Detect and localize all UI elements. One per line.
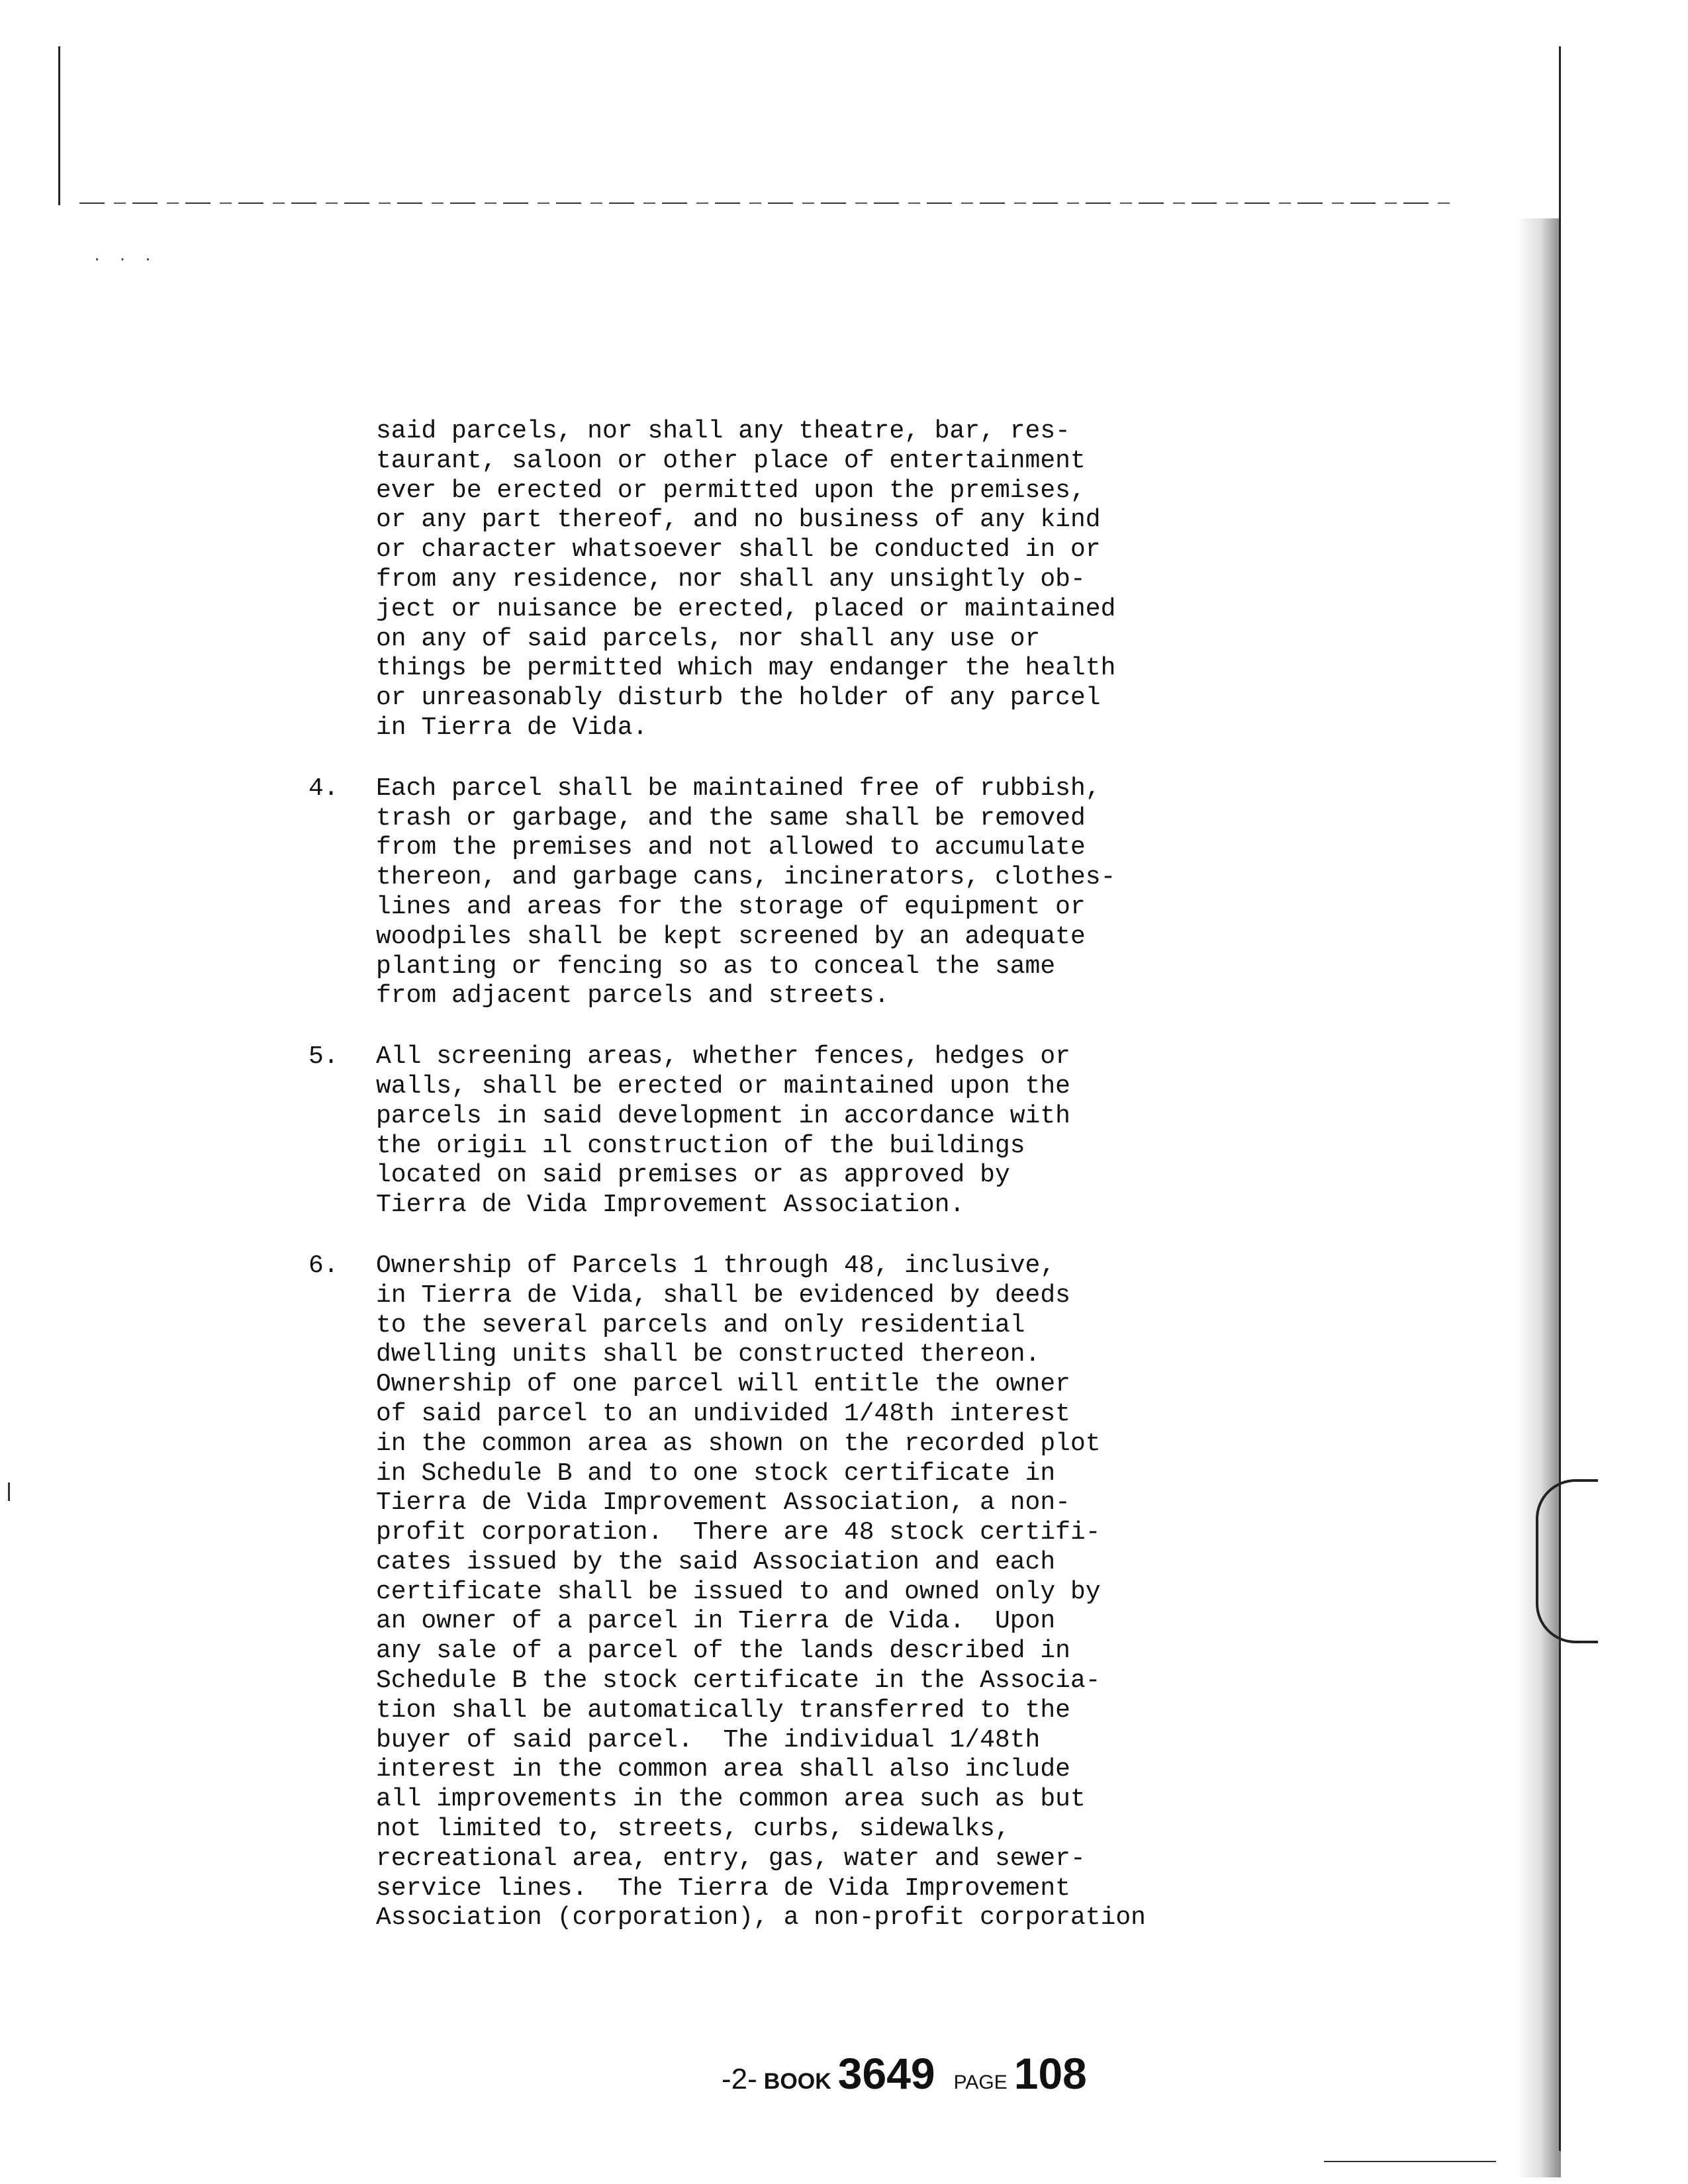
page-label: PAGE bbox=[953, 2071, 1008, 2093]
paragraph-number: 4. bbox=[308, 774, 339, 803]
text-line: of said parcel to an undivided 1/48th interest bbox=[376, 1399, 1070, 1428]
paragraph bbox=[298, 1251, 1291, 1933]
text-line: an owner of a parcel in Tierra de Vida. Upon bbox=[376, 1607, 1056, 1636]
text-line: or any part thereof, and no business of any kind bbox=[376, 506, 1101, 535]
text-line: planting or fencing so as to conceal the same bbox=[376, 952, 1056, 981]
text-line: not limited to, streets, curbs, sidewalks, bbox=[376, 1815, 1010, 1844]
text-line: Association (corporation), a non-profit corporation bbox=[376, 1903, 1146, 1933]
text-line: from the premises and not allowed to accumulate bbox=[376, 833, 1086, 862]
text-line: from any residence, nor shall any unsightly ob- bbox=[376, 565, 1086, 594]
book-number: 3649 bbox=[837, 2049, 935, 2098]
page-footer bbox=[722, 2048, 1087, 2108]
paragraph bbox=[298, 1042, 1291, 1220]
scan-mark bbox=[8, 1482, 10, 1501]
page-number: 108 bbox=[1013, 2049, 1087, 2098]
text-line: the origiı ıl construction of the buildings bbox=[376, 1131, 1025, 1160]
text-line: woodpiles shall be kept screened by an adequate bbox=[376, 922, 1086, 951]
text-line: Ownership of one parcel will entitle the owner bbox=[376, 1370, 1070, 1399]
text-line: all improvements in the common area such as but bbox=[376, 1785, 1086, 1814]
text-line: taurant, saloon or other place of entertainment bbox=[376, 446, 1086, 475]
text-line: recreational area, entry, gas, water and sewer- bbox=[376, 1844, 1086, 1873]
text-line: All screening areas, whether fences, hedges or bbox=[376, 1042, 1070, 1071]
text-line: located on said premises or as approved by bbox=[376, 1161, 1010, 1190]
text-line: any sale of a parcel of the lands described in bbox=[376, 1637, 1070, 1666]
text-line: walls, shall be erected or maintained upon the bbox=[376, 1071, 1070, 1101]
text-line: parcels in said development in accordance with bbox=[376, 1101, 1070, 1130]
scan-border-bottom bbox=[1324, 2161, 1496, 2162]
text-line: Tierra de Vida Improvement Association, a non- bbox=[376, 1488, 1070, 1518]
text-line: service lines. The Tierra de Vida Improvement bbox=[376, 1874, 1070, 1903]
text-line: or unreasonably disturb the holder of any parcel bbox=[376, 684, 1101, 713]
scan-specks: · · · bbox=[93, 251, 157, 268]
text-line: tion shall be automatically transferred to the bbox=[376, 1696, 1070, 1725]
paragraph-number: 5. bbox=[308, 1042, 339, 1071]
text-line: profit corporation. There are 48 stock certifi- bbox=[376, 1518, 1101, 1547]
text-line: ject or nuisance be erected, placed or maintained bbox=[376, 594, 1116, 623]
document-body bbox=[298, 417, 1291, 1933]
text-line: to the several parcels and only residential bbox=[376, 1310, 1025, 1340]
page-marker: -2- bbox=[722, 2063, 757, 2095]
paragraph bbox=[298, 774, 1291, 1011]
text-line: in Tierra de Vida. bbox=[376, 713, 648, 742]
text-line: buyer of said parcel. The individual 1/48th bbox=[376, 1725, 1041, 1754]
text-line: certificate shall be issued to and owned only by bbox=[376, 1577, 1101, 1606]
text-line: interest in the common area shall also include bbox=[376, 1755, 1070, 1784]
text-line: Schedule B the stock certificate in the Associa- bbox=[376, 1666, 1101, 1696]
text-line: Each parcel shall be maintained free of rubbish, bbox=[376, 774, 1101, 803]
scan-shadow-right bbox=[1516, 218, 1561, 2177]
text-line: from adjacent parcels and streets. bbox=[376, 981, 890, 1011]
text-line: on any of said parcels, nor shall any use or bbox=[376, 624, 1041, 653]
scan-border-right bbox=[1559, 46, 1561, 2151]
scan-border-left bbox=[58, 46, 60, 205]
scan-border-top bbox=[79, 203, 1456, 204]
text-line: said parcels, nor shall any theatre, bar, res- bbox=[376, 417, 1070, 445]
text-line: thereon, and garbage cans, incinerators, clothes- bbox=[376, 863, 1116, 892]
text-line: things be permitted which may endanger the health bbox=[376, 654, 1116, 683]
binder-clip-icon bbox=[1536, 1479, 1598, 1643]
book-label: BOOK bbox=[763, 2069, 831, 2094]
text-line: in Schedule B and to one stock certificate in bbox=[376, 1459, 1056, 1488]
text-line: cates issued by the said Association and each bbox=[376, 1547, 1056, 1576]
text-line: ever be erected or permitted upon the premises, bbox=[376, 476, 1086, 505]
text-line: Tierra de Vida Improvement Association. bbox=[376, 1191, 965, 1220]
paragraph-number: 6. bbox=[308, 1251, 339, 1280]
text-line: or character whatsoever shall be conducted in or bbox=[376, 535, 1101, 565]
text-line: in Tierra de Vida, shall be evidenced by deeds bbox=[376, 1281, 1070, 1310]
text-line: lines and areas for the storage of equipment or bbox=[376, 892, 1086, 921]
text-line: dwelling units shall be constructed thereon. bbox=[376, 1340, 1041, 1369]
text-line: trash or garbage, and the same shall be removed bbox=[376, 803, 1086, 833]
text-line: in the common area as shown on the recorded plot bbox=[376, 1429, 1101, 1458]
paragraph bbox=[298, 417, 1291, 743]
text-line: Ownership of Parcels 1 through 48, inclusive, bbox=[376, 1251, 1056, 1280]
